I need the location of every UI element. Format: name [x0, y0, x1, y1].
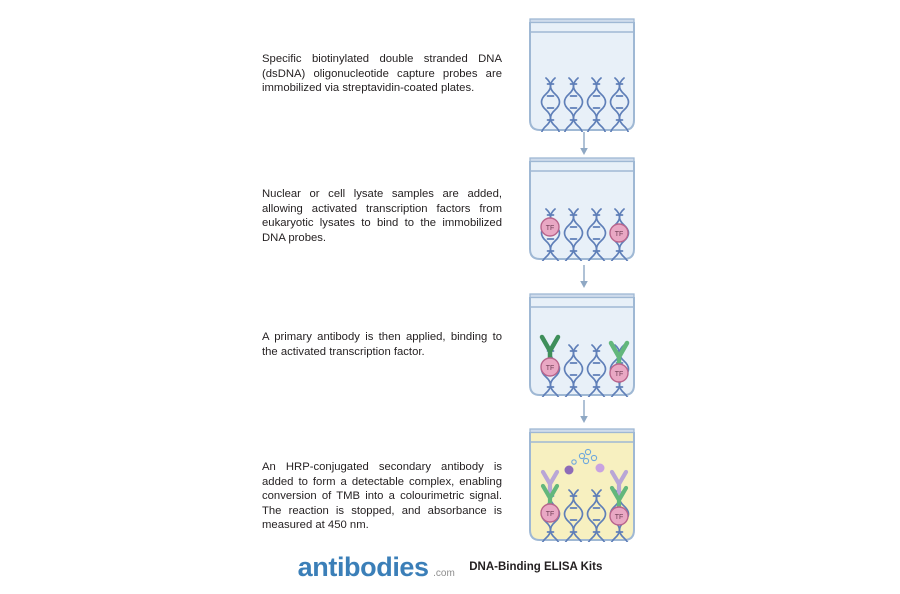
flow-arrow-3	[578, 400, 588, 424]
step-1-well	[524, 16, 640, 137]
flow-arrow-2	[578, 265, 588, 289]
svg-text:TF: TF	[545, 225, 555, 232]
workflow-step-2	[0, 157, 900, 261]
footer	[0, 552, 900, 582]
step-3-description: A primary antibody is then applied, binding to the activated transcription factor.	[262, 331, 502, 358]
step-4-well	[524, 428, 640, 547]
logo-domain-suffix: .com	[433, 568, 455, 579]
svg-text:TF: TF	[545, 511, 555, 518]
workflow-step-4	[0, 428, 900, 542]
transcription-factor-marker	[541, 358, 559, 376]
transcription-factor-marker	[610, 224, 628, 242]
step-4-description: An HRP-conjugated secondary antibody is added to form a detectable complex, enabling conversion of TMB into a colourimetric signal. The reaction is stopped, and absorbance is measured at 450 nm.	[262, 461, 502, 532]
step-1-description: Specific biotinylated double stranded DNA (dsDNA) oligonucleotide capture probes are immobilized via streptavidin-coated plates.	[262, 53, 502, 95]
svg-text:TF: TF	[545, 365, 555, 372]
transcription-factor-marker	[610, 507, 628, 525]
antibodies-logo[interactable]	[298, 554, 457, 581]
step-2-well	[524, 157, 640, 266]
workflow-step-3	[0, 293, 900, 397]
svg-text:TF: TF	[614, 231, 624, 238]
logo-wordmark: antibodies	[297, 552, 429, 582]
footer-title: DNA-Binding ELISA Kits	[469, 560, 603, 573]
well-illustration-4	[524, 428, 640, 542]
flow-arrow-1	[578, 132, 588, 156]
well-illustration-3	[524, 293, 640, 397]
svg-text:TF: TF	[614, 514, 624, 521]
svg-text:TF: TF	[614, 371, 624, 378]
transcription-factor-marker	[610, 364, 628, 382]
step-3-well	[524, 293, 640, 402]
transcription-factor-marker	[541, 218, 559, 236]
step-2-description: Nuclear or cell lysate samples are added, allowing activated transcription factors from eukaryotic lysates to bind to the immobilized DNA probes.	[262, 188, 502, 244]
well-illustration-1	[524, 16, 640, 132]
workflow-step-1	[0, 16, 900, 132]
transcription-factor-marker	[541, 504, 559, 522]
well-illustration-2	[524, 157, 640, 261]
